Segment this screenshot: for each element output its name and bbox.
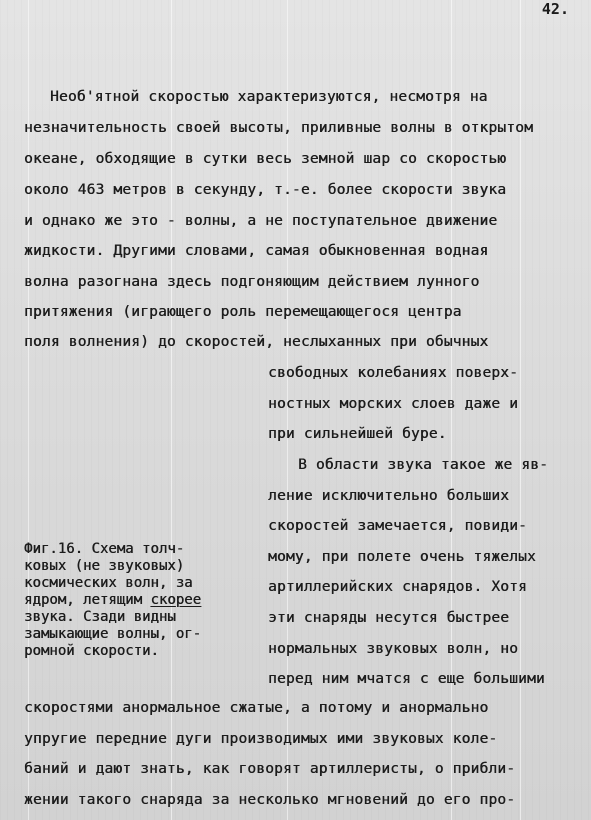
text-line: и однако же это - волны, а не поступательное движение [24, 213, 498, 229]
text-line: баний и дают знать, как говорят артиллеристы, о прибли- [24, 761, 516, 777]
figure-caption-line [24, 592, 201, 609]
text-line: незначительность своей высоты, приливные волны в открытом [24, 120, 533, 136]
caption-underlined-word: скорее [150, 592, 202, 608]
figure-caption-line: космических волн, за [24, 575, 193, 591]
text-line: поля волнения) до скоростей, неслыханных при обычных [24, 334, 489, 350]
text-line: океане, обходящие в сутки весь земной шар со скоростью [24, 151, 507, 167]
text-line: упругие передние дуги производимых ими звуковых коле- [24, 731, 498, 747]
text-line: перед ним мчатся с еще большими [268, 671, 545, 687]
page-number: 42. [541, 0, 569, 18]
figure-caption-line: ковых (не звуковых) [24, 558, 185, 574]
text-line: ностных морских слоев даже и [268, 396, 519, 412]
text-line: Необ'ятной скоростью характеризуются, несмотря на [50, 89, 488, 105]
figure-caption-line: ромной скорости. [24, 643, 159, 659]
text-line: скоростей замечается, повиди- [268, 518, 527, 534]
text-line: жении такого снаряда за несколько мгновений до его про- [24, 792, 516, 808]
text-line: при сильнейшей буре. [268, 426, 447, 442]
text-line: около 463 метров в секунду, т.-е. более скорости звука [24, 182, 507, 198]
text-line: мому, при полете очень тяжелых [268, 549, 536, 565]
figure-caption-line: замыкающие волны, ог- [24, 626, 202, 642]
text-line: скоростями анормальное сжатые, а потому и анормально [24, 700, 489, 716]
text-line: жидкости. Другими словами, самая обыкновенная водная [24, 243, 489, 259]
text-line: В области звука такое же яв- [298, 457, 549, 473]
text-line: эти снаряды несутся быстрее [268, 610, 510, 626]
figure-caption-line: звука. Сзади видны [24, 609, 176, 625]
text-line: ление исключительно больших [268, 488, 510, 504]
text-line: артиллерийских снарядов. Хотя [268, 579, 527, 595]
text-line: свободных колебаниях поверх- [268, 365, 519, 381]
caption-text: ядром, летящим [24, 592, 151, 608]
text-line: притяжения (играющего роль перемещающегося центра [24, 304, 462, 320]
text-line: волна разогнана здесь подгоняющим действием лунного [24, 274, 480, 290]
text-line: нормальных звуковых волн, но [268, 641, 519, 657]
figure-caption-line: Фиг.16. Схема толч- [24, 541, 185, 557]
